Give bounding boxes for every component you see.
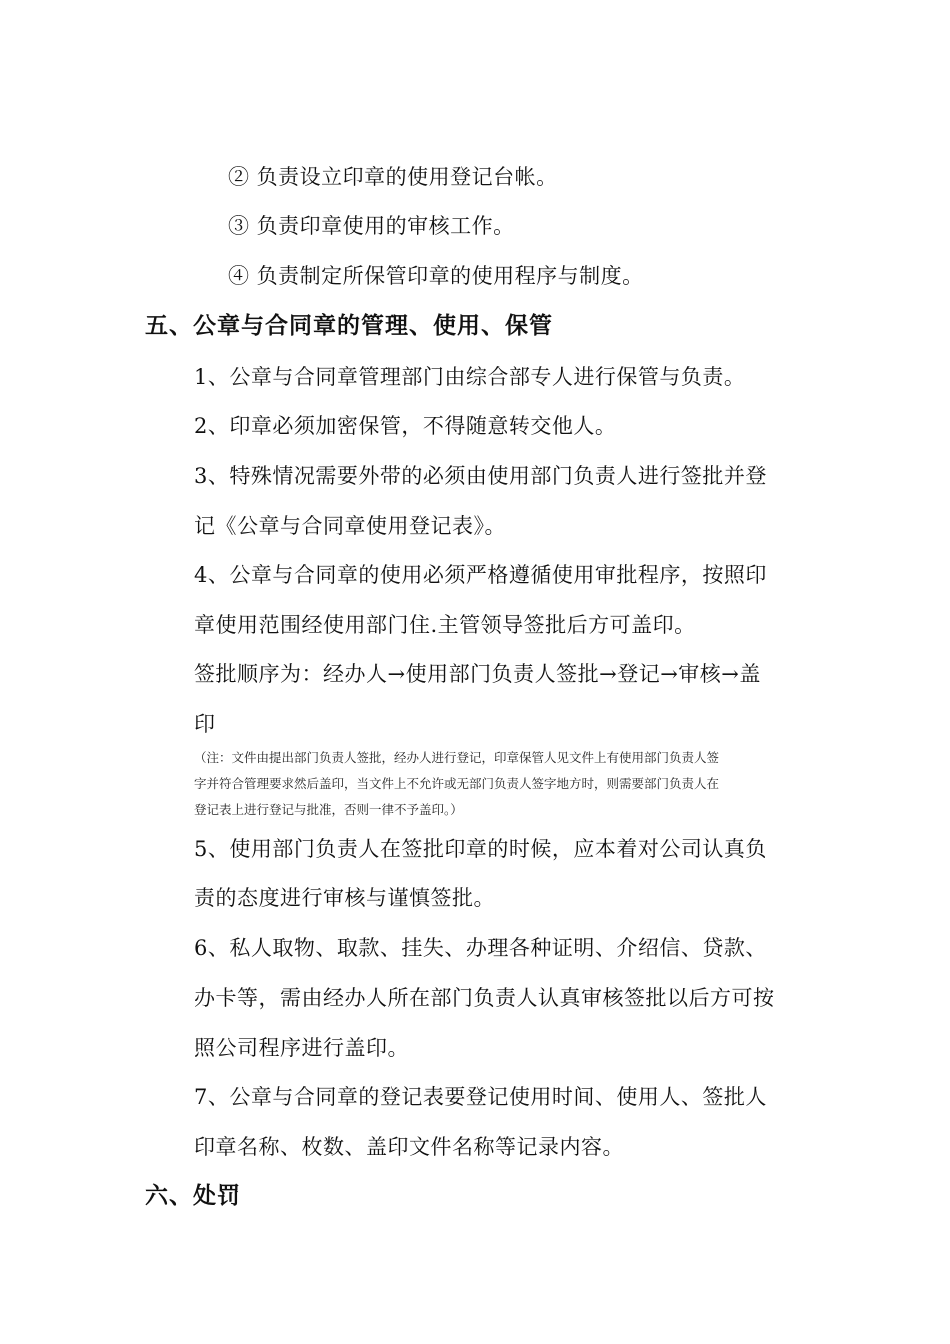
section-5-item-6: 6、私人取物、取款、挂失、办理各种证明、介绍信、贷款、 [194, 936, 767, 960]
section-5-item-6-cont-2: 照公司程序进行盖印。 [194, 1036, 409, 1060]
section-5-item-6-cont: 办卡等，需由经办人所在部门负责人认真审核签批以后方可按 [194, 986, 775, 1010]
section-6-heading: 六、处罚 [145, 1183, 241, 1209]
section-5-heading: 五、公章与合同章的管理、使用、保管 [145, 313, 553, 339]
section-5-item-5: 5、使用部门负责人在签批印章的时候，应本着对公司认真负 [194, 837, 767, 861]
note-line-2: 字并符合管理要求然后盖印，当文件上不允许或无部门负责人签字地方时，则需要部门负责人在 [194, 776, 720, 791]
section-5-item-2: 2、印章必须加密保管，不得随意转交他人。 [194, 414, 617, 438]
duty-item-2: ② 负责设立印章的使用登记台帐。 [228, 165, 558, 189]
section-5-item-3: 3、特殊情况需要外带的必须由使用部门负责人进行签批并登 [194, 464, 767, 488]
section-5-item-7-cont: 印章名称、枚数、盖印文件名称等记录内容。 [194, 1135, 624, 1159]
note-line-3: 登记表上进行登记与批准，否则一律不予盖印。） [194, 802, 463, 817]
section-5-item-7: 7、公章与合同章的登记表要登记使用时间、使用人、签批人 [194, 1085, 767, 1109]
section-5-item-3-cont: 记《公章与合同章使用登记表》。 [194, 514, 506, 538]
duty-item-4: ④ 负责制定所保管印章的使用程序与制度。 [228, 264, 644, 288]
approval-order-line: 签批顺序为：经办人→使用部门负责人签批→登记→审核→盖 [194, 662, 761, 686]
section-5-item-5-cont: 责的态度进行审核与谨慎签批。 [194, 886, 495, 910]
note-line-1: （注：文件由提出部门负责人签批，经办人进行登记，印章保管人见文件上有使用部门负责人签 [194, 750, 720, 765]
approval-order-cont: 印 [194, 712, 216, 736]
section-5-item-1: 1、公章与合同章管理部门由综合部专人进行保管与负责。 [194, 365, 746, 389]
section-5-item-4: 4、公章与合同章的使用必须严格遵循使用审批程序，按照印 [194, 563, 767, 587]
duty-item-3: ③ 负责印章使用的审核工作。 [228, 214, 515, 238]
section-5-item-4-cont: 章使用范围经使用部门住.主管领导签批后方可盖印。 [194, 613, 696, 637]
